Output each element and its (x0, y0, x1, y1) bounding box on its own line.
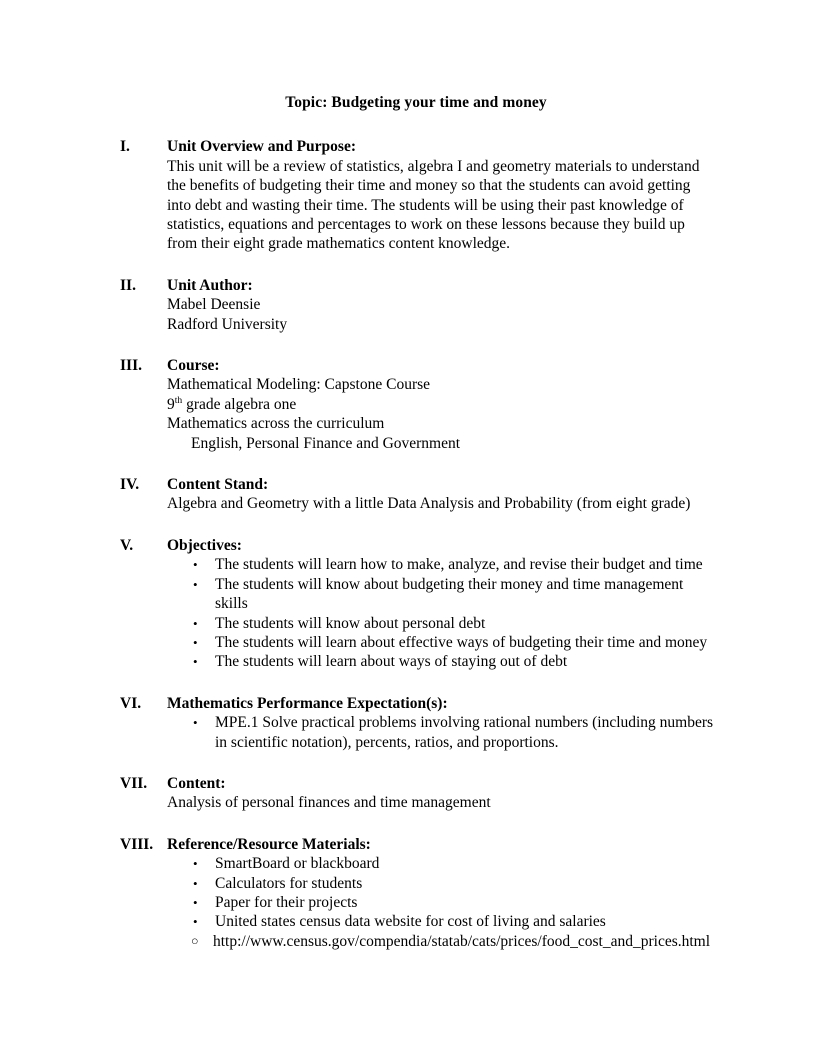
section-reference-materials (0, 835, 814, 951)
list-item-text: SmartBoard or blackboard (215, 855, 380, 873)
course-curriculum: Mathematics across the curriculum (167, 415, 385, 433)
section-unit-overview (0, 137, 814, 253)
performance-expectations-list (167, 713, 718, 752)
reference-materials-sublist (167, 932, 718, 951)
section-heading: Course: (167, 357, 220, 375)
list-item-text: The students will learn how to make, analyze, and revise their budget and time (215, 556, 703, 574)
section-heading: Content Stand: (167, 476, 269, 494)
section-paragraph: Algebra and Geometry with a little Data Analysis and Probability (from eight grade) (167, 495, 691, 513)
list-item (167, 633, 718, 652)
list-item (167, 614, 718, 633)
bullet-icon: • (193, 654, 198, 670)
list-item-text: Paper for their projects (215, 893, 358, 911)
course-name: Mathematical Modeling: Capstone Course (167, 376, 431, 394)
list-item (167, 652, 718, 671)
section-heading: Reference/Resource Materials: (167, 835, 371, 853)
bullet-icon: • (193, 715, 198, 731)
section-numeral: IV. (120, 476, 140, 494)
author-name: Mabel Deensie (167, 296, 261, 314)
objectives-list (167, 555, 718, 671)
grade-number: 9 (167, 395, 175, 413)
bullet-icon: • (193, 856, 198, 872)
section-content (167, 356, 718, 453)
author-institution: Radford University (167, 315, 288, 333)
list-item (167, 854, 718, 873)
list-item-text: The students will learn about ways of staying out of debt (215, 653, 568, 671)
section-numeral: V. (120, 536, 134, 554)
circle-bullet-icon: ○ (191, 933, 199, 948)
section-numeral: I. (120, 138, 130, 156)
grade-subject: grade algebra one (182, 395, 297, 413)
list-item (167, 555, 718, 574)
section-content-stand (0, 475, 814, 514)
list-item (167, 912, 718, 931)
list-item (167, 713, 718, 752)
section-content (167, 835, 718, 951)
reference-materials-list (167, 854, 718, 932)
bullet-icon: • (193, 875, 198, 891)
page-title: Topic: Budgeting your time and money (285, 94, 547, 111)
section-content-description (0, 774, 814, 813)
section-heading: Unit Author: (167, 276, 253, 294)
reference-url[interactable]: http://www.census.gov/compendia/statab/cats/prices/food_cost_and_prices.html (213, 932, 711, 950)
section-numeral: VIII. (120, 835, 154, 853)
section-performance-expectations (0, 694, 814, 752)
bullet-icon: • (193, 914, 198, 930)
section-content (167, 475, 718, 514)
section-objectives (0, 536, 814, 672)
section-paragraph: Analysis of personal finances and time management (167, 794, 491, 812)
bullet-icon: • (193, 615, 198, 631)
course-grade-level (167, 395, 718, 414)
bullet-icon: • (193, 894, 198, 910)
list-item (167, 932, 718, 951)
list-item-text: The students will learn about effective ways of budgeting their time and money (215, 633, 708, 651)
section-paragraph: This unit will be a review of statistics, algebra I and geometry materials to understand the benefits of budgeting their time and money so that the students can avoid getting into debt and wasting their time. The students will be using their past knowledge of statistics, equations and percentages to work on these lessons because they build up from their eight grade mathematics content knowledge. (167, 157, 700, 253)
section-numeral: II. (120, 276, 136, 294)
list-item (167, 874, 718, 893)
section-heading: Objectives: (167, 536, 242, 554)
section-content (167, 774, 718, 813)
list-item-text: MPE.1 Solve practical problems involving rational numbers (including numbers in scientific notation), percents, ratios, and proportions. (215, 714, 714, 751)
bullet-icon: • (193, 557, 198, 573)
section-course (0, 356, 814, 453)
list-item (167, 893, 718, 912)
section-content (167, 137, 718, 253)
list-item-text: The students will know about personal debt (215, 614, 486, 632)
section-unit-author (0, 276, 814, 334)
section-content (167, 694, 718, 752)
section-heading: Mathematics Performance Expectation(s): (167, 694, 448, 712)
list-item-text: Calculators for students (215, 874, 363, 892)
section-numeral: VII. (120, 774, 148, 792)
bullet-icon: • (193, 634, 198, 650)
section-content (167, 536, 718, 672)
bullet-icon: • (193, 576, 198, 592)
section-numeral: VI. (120, 694, 142, 712)
section-numeral: III. (120, 357, 142, 375)
course-related-subjects: English, Personal Finance and Government (191, 434, 461, 452)
ordinal-suffix: th (174, 394, 183, 406)
section-heading: Unit Overview and Purpose: (167, 138, 357, 156)
list-item-text: United states census data website for cost of living and salaries (215, 913, 606, 931)
section-content (167, 276, 718, 334)
list-item-text: The students will know about budgeting their money and time management skills (215, 575, 684, 613)
section-heading: Content: (167, 774, 226, 792)
list-item (167, 575, 718, 614)
